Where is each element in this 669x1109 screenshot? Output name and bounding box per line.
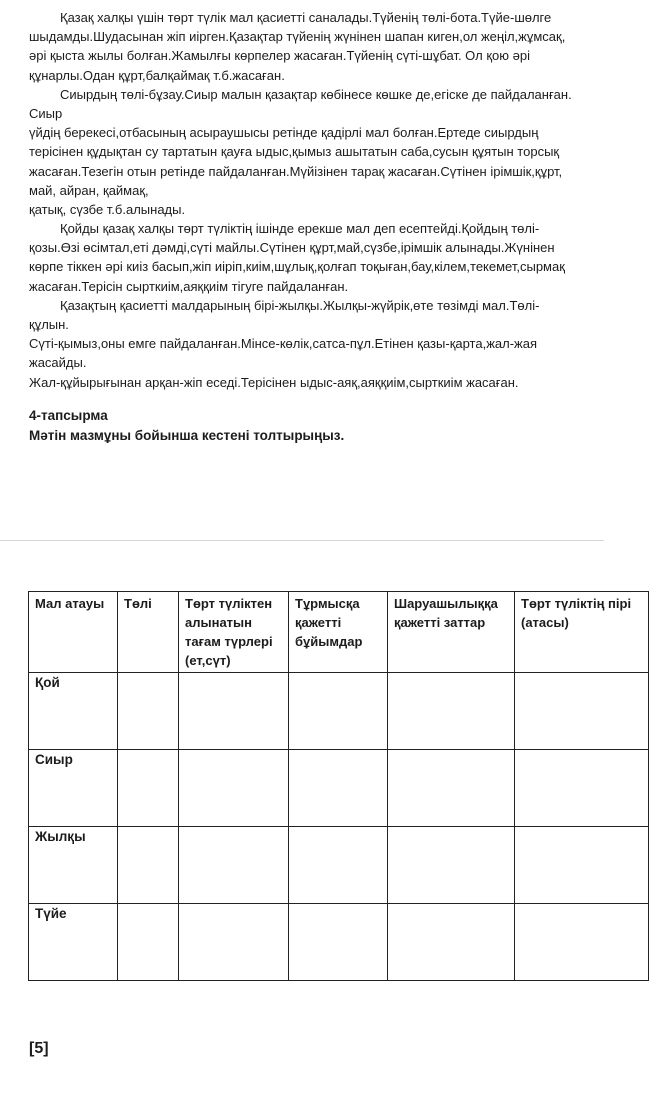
livestock-table — [28, 591, 649, 981]
task-block — [29, 406, 344, 445]
answer-cell[interactable] — [179, 750, 289, 827]
answer-cell[interactable] — [289, 673, 388, 750]
answer-cell[interactable] — [388, 827, 515, 904]
text-line: Сиырдың төлі-бұзау.Сиыр малын қазақтар көбінесе көшке де,егіске де пайдаланған. — [60, 86, 572, 102]
header-household-items: Тұрмысқа қажетті бұйымдар — [289, 592, 388, 673]
text-line: май, айран, қаймақ, — [29, 182, 149, 198]
answer-cell[interactable] — [388, 904, 515, 981]
reading-text — [29, 8, 669, 392]
row-label: Түйе — [29, 904, 118, 981]
answer-cell[interactable] — [515, 904, 649, 981]
answer-cell[interactable] — [179, 827, 289, 904]
header-farm-items: Шаруашылыққа қажетті заттар — [388, 592, 515, 673]
header-patron: Төрт түліктің пірі (атасы) — [515, 592, 649, 673]
text-line: жасаған.Терісін сырткиім,аяққиім тігуге пайдаланған. — [29, 278, 349, 294]
answer-cell[interactable] — [289, 904, 388, 981]
text-line: Сүті-қымыз,оны емге пайдаланған.Мінсе-көлік,сатса-пұл.Етінен қазы-қарта,жал-жая — [29, 336, 538, 352]
text-line: қозы.Өзі өсімтал,еті дәмді,сүті майлы.Сүтінен құрт,май,сүзбе,ірімшік алынады.Жүнінен — [29, 240, 555, 256]
text-line: Қазақтың қасиетті малдарының бірі-жылқы.Жылқы-жүйрік,өте төзімді мал.Төлі- — [60, 297, 540, 313]
divider — [0, 540, 604, 541]
text-line: Жал-құйырығынан арқан-жіп еседі.Терісінен ыдыс-аяқ,аяққиім,сырткиім жасаған. — [29, 374, 519, 390]
text-line: жасайды. — [29, 355, 87, 371]
answer-cell[interactable] — [179, 904, 289, 981]
header-offspring: Төлі — [118, 592, 179, 673]
row-label: Жылқы — [29, 827, 118, 904]
answer-cell[interactable] — [515, 673, 649, 750]
text-line: құнарлы.Одан құрт,балқаймақ т.б.жасаған. — [29, 67, 285, 83]
table-row — [29, 827, 649, 904]
answer-cell[interactable] — [515, 750, 649, 827]
answer-cell[interactable] — [118, 673, 179, 750]
row-label: Сиыр — [29, 750, 118, 827]
score-label: [5] — [29, 1040, 49, 1057]
text-line: қатық, сүзбе т.б.алынады. — [29, 201, 186, 217]
text-line: терісінен құдықтан су тартатын қауға ыдыс,қымыз ашытатын саба,сусын құятын торсық — [29, 144, 560, 160]
text-line: жасаған.Тезегін отын ретінде пайдаланған.Мүйізінен тарақ жасаған.Сүтінен ірімшік,құрт, — [29, 163, 563, 179]
text-line: Қойды қазақ халқы төрт түліктің ішінде ерекше мал деп есептейді.Қойдың төлі- — [60, 221, 540, 237]
text-line: Сиыр — [29, 105, 63, 121]
table-row — [29, 904, 649, 981]
answer-cell[interactable] — [289, 750, 388, 827]
text-line: үйдің берекесі,отбасының асыраушысы ретінде қадірлі мал болған.Ертеде сиырдың — [29, 125, 539, 141]
answer-cell[interactable] — [388, 673, 515, 750]
task-title: 4-тапсырма — [29, 408, 108, 423]
text-line: көрпе тіккен әрі киіз басып,жіп иіріп,киім,шұлық,қолғап тоқыған,бау,кілем,текемет,сырмақ — [29, 259, 565, 275]
answer-cell[interactable] — [388, 750, 515, 827]
table-header-row — [29, 592, 649, 673]
answer-cell[interactable] — [118, 750, 179, 827]
answer-cell[interactable] — [118, 827, 179, 904]
text-line: шыдамды.Шудасынан жіп иірген.Қазақтар түйенің жүнінен шапан киген,ол жеңіл,жұмсақ, — [29, 29, 566, 45]
text-line: Қазақ халқы үшін төрт түлік мал қасиетті саналады.Түйенің төлі-бота.Түйе-шөлге — [60, 10, 552, 25]
table-row — [29, 750, 649, 827]
text-line: құлын. — [29, 317, 69, 332]
header-food-types: Төрт түліктен алынатын тағам түрлері (ет,сүт) — [179, 592, 289, 673]
header-animal-name: Мал атауы — [29, 592, 118, 673]
table-row — [29, 673, 649, 750]
answer-cell[interactable] — [515, 827, 649, 904]
answer-cell[interactable] — [289, 827, 388, 904]
task-instruction: Мәтін мазмұны бойынша кестені толтырыңыз. — [29, 427, 345, 443]
text-line: әрі қыста жылы болған.Жамылғы көрпелер жасаған.Түйенің сүті-шұбат. Ол қою әрі — [29, 48, 530, 64]
row-label: Қой — [29, 673, 118, 750]
answer-cell[interactable] — [118, 904, 179, 981]
answer-cell[interactable] — [179, 673, 289, 750]
